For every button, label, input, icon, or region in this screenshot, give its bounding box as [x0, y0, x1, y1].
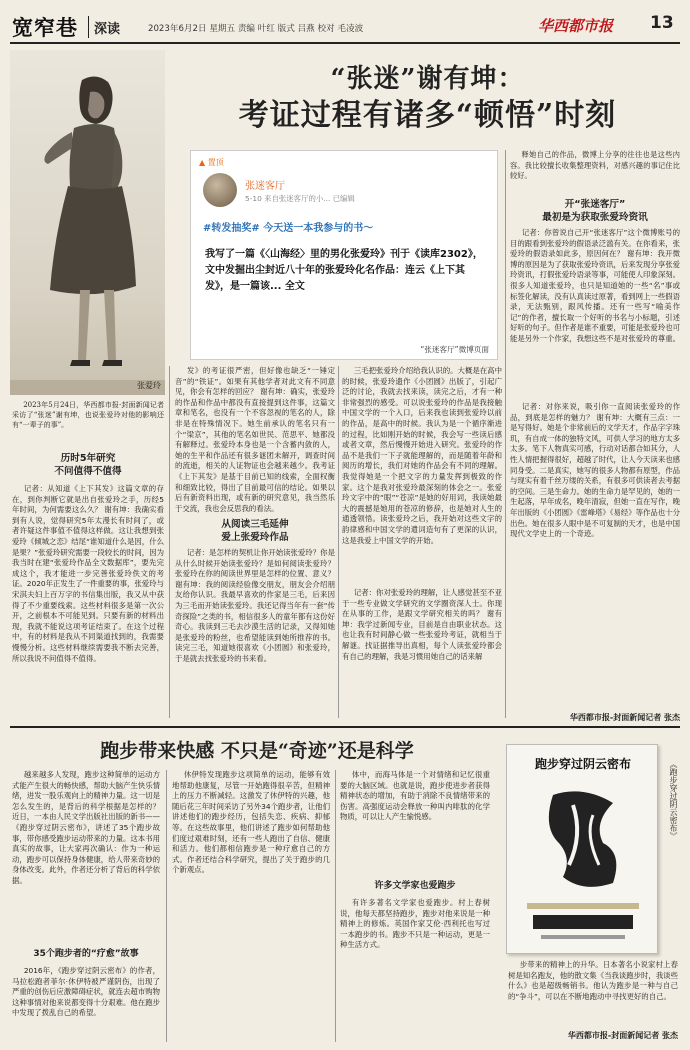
subheading-2 — [175, 518, 335, 544]
weibo-username: 张迷客厅 — [245, 181, 285, 192]
article1-col2: 发》的考证很严密，但好像也缺乏“一锤定音”的“铁证”。如果有其他学者对此文有不同意见，你会有怎样的回应？ 谢有坤：确实，张爱玲的作品和作品中都没有直接提到这件事，这篇文章和笔名，也没有一个不容忽视的笔名的人，除非是在特殊情况下。她生前承认的笔名只有一个“梁京”，其他的笔名如世民、范思平、她都没有解释过。张爱玲本身也是一个含蓄内敛的人，她的生平和作品还有很多谜团未解开，调查时间的流逝，相关的人证物证也会越来越少。我考证《上下其发》是基于目前已知的线索，全面权衡和细致比较，得出了目前最可信的结论。如果以后有新资料出现，或有新的研究意见，我当然乐于交流，我也会反思我的看法。 — [175, 366, 335, 513]
article1-col1: 记者：从知道《上下其发》这篇文章的存在，到你判断它就是出自张爱玲之手，历经5年时间，为何需要这么久？ 谢有坤：我确实看到有人说，觉得研究5年太漫长有时间了，或者许疑这件事值不值得这样做。这让我想到张爱玲《倾城之恋》结尾“谁知道什么是因，什么是果？”张爱玲研究需要一段较长的时间，因为我当时在建“张爱玲作品全文数据库”，要先完成这个，我才能进一步完善张爱玲佚文的考证。2020年正发生了一件重要的事，张爱玲与宋淇夫妇上百万字的书信集出版，我又从中获得了不少重要线索。这些材料很多是第一次公开，之前根本不可能见到。只要有新的材料出现，我就不能说这项考证结束了。在这个过程中，有的材料是我从不同渠道找到的，我需要慢慢分析。这些材料继续需要我不断去完善，所以我说不问值得不值得。 — [12, 484, 164, 663]
page-header — [10, 8, 680, 42]
book-cover — [506, 744, 658, 954]
article1-title-line1: “张迷”谢有坤： — [330, 64, 525, 94]
article1-col4-body: 记者：你曾说自己开“张迷客厅”这个微博账号的目的跟看到张爱玲的假语录泛滥有关。在你看来，张爱玲的假语录如此多，原因何在？ 谢有坤：我开微博的原因是为了获取张爱玲资讯，后来发现分享张爱玲资讯，打假张爱玲语录等事，可能使人印象深刻。很多人知道张爱玲，也只是知道她的一些“名”事或标签化解读，没有认真读过原著，看到网上一些假语录，无法甄别，跟风传播。还有一些写“喻美作记”的作者，擅长取一个好听的书名与小标题，引述好听的句子。但作者是谁不重要，可能是张爱玲也可能是另外一个作家，我想这些不是对张爱玲的尊重。 — [510, 228, 680, 343]
weibo-hashtag: #转发抽奖# 今天送一本我参与的书～ — [203, 223, 374, 234]
flame-icon: ▲ — [199, 158, 206, 167]
article1-title — [175, 62, 680, 136]
article2-title: 跑步带来快感 不只是“奇迹”还是科学 — [100, 740, 414, 762]
subheading-1-line2: 不问值得不值得 — [54, 466, 122, 477]
weibo-meta: 5-10 来自张迷客厅的小... 已编辑 — [245, 194, 355, 203]
book-caption: 《跑步穿过阴云密布》 — [669, 760, 678, 840]
subheading-2-line2: 爱上张爱玲作品 — [221, 532, 289, 543]
book-title: 跑步穿过阴云密布 — [534, 757, 631, 771]
book-cover-illustration — [543, 785, 623, 895]
page-number: 13 — [650, 13, 674, 33]
article1-byline: 华西都市报-封面新闻记者 张杰 — [569, 713, 680, 722]
article2-lead: 越来越多人发现，跑步这种简单的运动方式能产生很大的畅快感，帮助大脑产生快乐情绪，进发一股乐观向上的精神力量。这一切是怎么发生的，是背后的科学根据是怎样的？ 近日，一本由人民文学出版社出版的新书——《跑步穿过阴云密布》，讲述了35个跑步故事，带你感受跑步运动带来的力量。这本书用真实的故事，让大家再次确认：作为一种运动，跑步可以保持身体健康，给人带来奇妙的身体改变。此外，作者还分析了背后的科学依据。 — [12, 770, 160, 885]
subheading-1 — [12, 452, 164, 478]
avatar — [203, 173, 237, 207]
subheading-1-line1: 历时5年研究 — [60, 453, 116, 464]
article2-subheading-1: 35个跑步者的“疗愈”故事 — [33, 949, 139, 959]
weibo-card — [190, 150, 498, 360]
article1-col3: 三毛把张爱玲介绍给我认识的。大概是在高中的时候，张爱玲遗作《小团圆》出版了，引起广泛的讨论，我就去找来读，读完之后，才有一种非常强烈的感受。可以说张爱玲的作品是我接触中国文学的一个入口，后来我也读到张爱玲以前的作品，是高中的时候。我认为是一个循序渐进的过程，比如刚开始的时候，我会写一些读后感或者文章，然后慢慢开始进入研究。张爱玲的作品不是我们一下子就能理解的，而是随着年龄和阅历的增长，我们对她的作品会有不同的理解。我觉得她是一个把文字的力量发挥到极致的作家。这个是我对张爱玲最深刻的体会之一。张爱玲文字中的“眼”“苍凉”是她的好用词，我读她最大的震撼是她用的苍凉的修辞，也是她对人生的通透领悟。读张爱玲之后，我开始对这些文字的韵律感和中国文学的遣词造句有了更深的认识，这是我爱上中国文学的开始。 — [342, 366, 502, 545]
article2-col3: 体中，而海马体是一个对情绪和记忆很重要的大脑区域。也就是说，跑步使进步者获得精神状态的增加，有助于消除不良情绪带来的伤害。高强度运动会释放一种叫内啡肽的化学物质，可以让人产生愉悦感。 — [340, 770, 490, 822]
article1-col3-qa: 记者：你对张爱玲的理解，让人感觉甚至不亚于一些专业做文学研究的文学圈资深人士。你现在从事的工作，是跟文学研究相关的吗？ 谢有坤：我学过新闻专业，目前是自由职业状态。这也让我有时间静心做一些张爱玲考证，就相当于解谜。找证据推导出真相，每个人读张爱玲都会有自己的理解，我是习惯用她自己的话来解 — [342, 588, 502, 661]
subheading-3-line2: 最初是为获取张爱玲资讯 — [542, 212, 648, 223]
article2-byline: 华西都市报-封面新闻记者 张杰 — [567, 1031, 678, 1040]
section-title: 宽窄巷 — [12, 15, 78, 40]
subheading-3 — [510, 198, 680, 224]
weibo-pinned-badge — [199, 157, 224, 168]
subheading-2-line1: 从阅读三毛延伸 — [221, 519, 289, 530]
photo-caption: 2023年5月24日，华西都市报·封面新闻记者采访了“张迷”谢有坤，也说张爱玲对他的影响还有“一辈子的事”。 — [12, 401, 164, 429]
weibo-body: 我写了一篇《〈山海经〉里的男化张爱玲》刊于《读库2302》，文中发掘出尘封近八十年的张爱玲化名作品：连云《上下其发》，是一篇该... 全文 — [205, 249, 483, 292]
article2-col3-b: 有许多著名文学家也爱跑步。村上春树说，他每天都坚持跑步，跑步对他来说是一种精神上的修炼。英国作家艾伦·西利托也写过一本跑步的书。跑步不只是一种运动，更是一种生活方式。 — [340, 898, 490, 950]
issue-meta: 2023年6月2日 星期五 责编 叶红 版式 吕燕 校对 毛凌波 — [148, 24, 364, 34]
portrait-photo — [10, 50, 165, 395]
article2-col2: 休伊特发现跑步这项简单的运动，能够有效地帮助他康复，尽管一开始跑得很辛苦，但精神上的压力不断减轻。这激发了休伊特的兴趣，他随后花三年时间采访了另外34个跑步者，让他们讲述他们的跑步经历，包括失恋、疾病、抑郁等。在这些故事里，他们讲述了跑步如何帮助他们度过艰难时刻，还有一些人跑出了自信、健康和活力。他们都相信跑步是一种疗愈自己的方式。作者还结合科学研究，提出了关于跑步的几个新观点。 — [172, 770, 330, 875]
photo-caption-name: 张爱玲 — [137, 381, 161, 390]
article1-col2-b: 记者：是怎样的契机让你开始读张爱玲？你是从什么时候开始读张爱玲？是如何阅读张爱玲？张爱玲在你的阅读世界里是怎样的位置、意义？ 谢有坤：我的阅读经验像交朋友，朋友会介绍朋友给你认识。我最早喜欢的作家是三毛，后来因为三毛而开始读张爱玲。我还记得当年有一套“传奇探险”之类的书，相信很多人的童年都有这份好奇心。我读到三毛去沙漠生活的记录，又得知她是张爱玲的粉丝，也希望能读到她所推荐的书。读完三毛，知道她很喜欢《小团圆》和张爱玲，于是就去找张爱玲的书来看。 — [175, 548, 335, 663]
article1-col4-qa: 记者：对你来说，吸引你一直阅读张爱玲的作品，到底是怎样的魅力？ 谢有坤：大概有三点：一是写得好。她是个非常前后的文学天才，作品字字珠玑，有自成一体的独特文风，可供人学习的地方太多太多。笔下人物真实可感，行动对话都合如其分，人性人情把握得很好，超越了时代，让人今天读来也感同身受。二是真实，她写的很多人物都有原型，作品与现实有着千丝万缕的关系，有很多可供读者去考据的空间。三是生命力。她的生命力是罕见的，她的一生起落，早年成名，晚年清寂，但她一直在写作，晚年出版的《小团圆》《雷峰塔》《易经》等作品也十分出色。她在很多人眼中是不可复制的天才，也是中国现代文学史上的一个奇迹。 — [510, 402, 680, 539]
paper-logo: 华西都市报 — [538, 17, 614, 35]
article1-title-line2: 考证过程有诸多“顿悟”时刻 — [238, 98, 617, 133]
article2-col1-b: 2016年，《跑步穿过阴云密布》的作者，马拉松跑者菲尔·休伊特被严谨阴伤，出现了严重的创伤后应激障碍症状，就连去超市购物这种事情对他来说都变得十分艰难。他在跑步中发现了拨乱自己的希望。 — [12, 966, 160, 1018]
article2-col4: 步带来的精神上的升华。日本著名小说家村上春树是知名跑友，他的散文集《当我谈跑步时，我谈些什么》也是超级畅销书。他认为跑步是一种与自己的“争斗”，可以在不断地跑动中寻找更好的自己。 — [508, 960, 678, 1001]
article1-col4-top: 释她自己的作品，微博上分享的往往也是这些内容。我比较擅长收集整理资料，对感兴趣的事记住比较好。 — [510, 150, 680, 181]
subheading-3-line1: 开“张迷客厅” — [564, 199, 626, 210]
weibo-caption: “张迷客厅”微博页面 — [420, 345, 489, 354]
article2-subheading-2: 许多文学家也爱跑步 — [374, 881, 456, 891]
weibo-pinned-label: 置顶 — [207, 158, 224, 167]
subsection-label: 深读 — [94, 22, 121, 37]
